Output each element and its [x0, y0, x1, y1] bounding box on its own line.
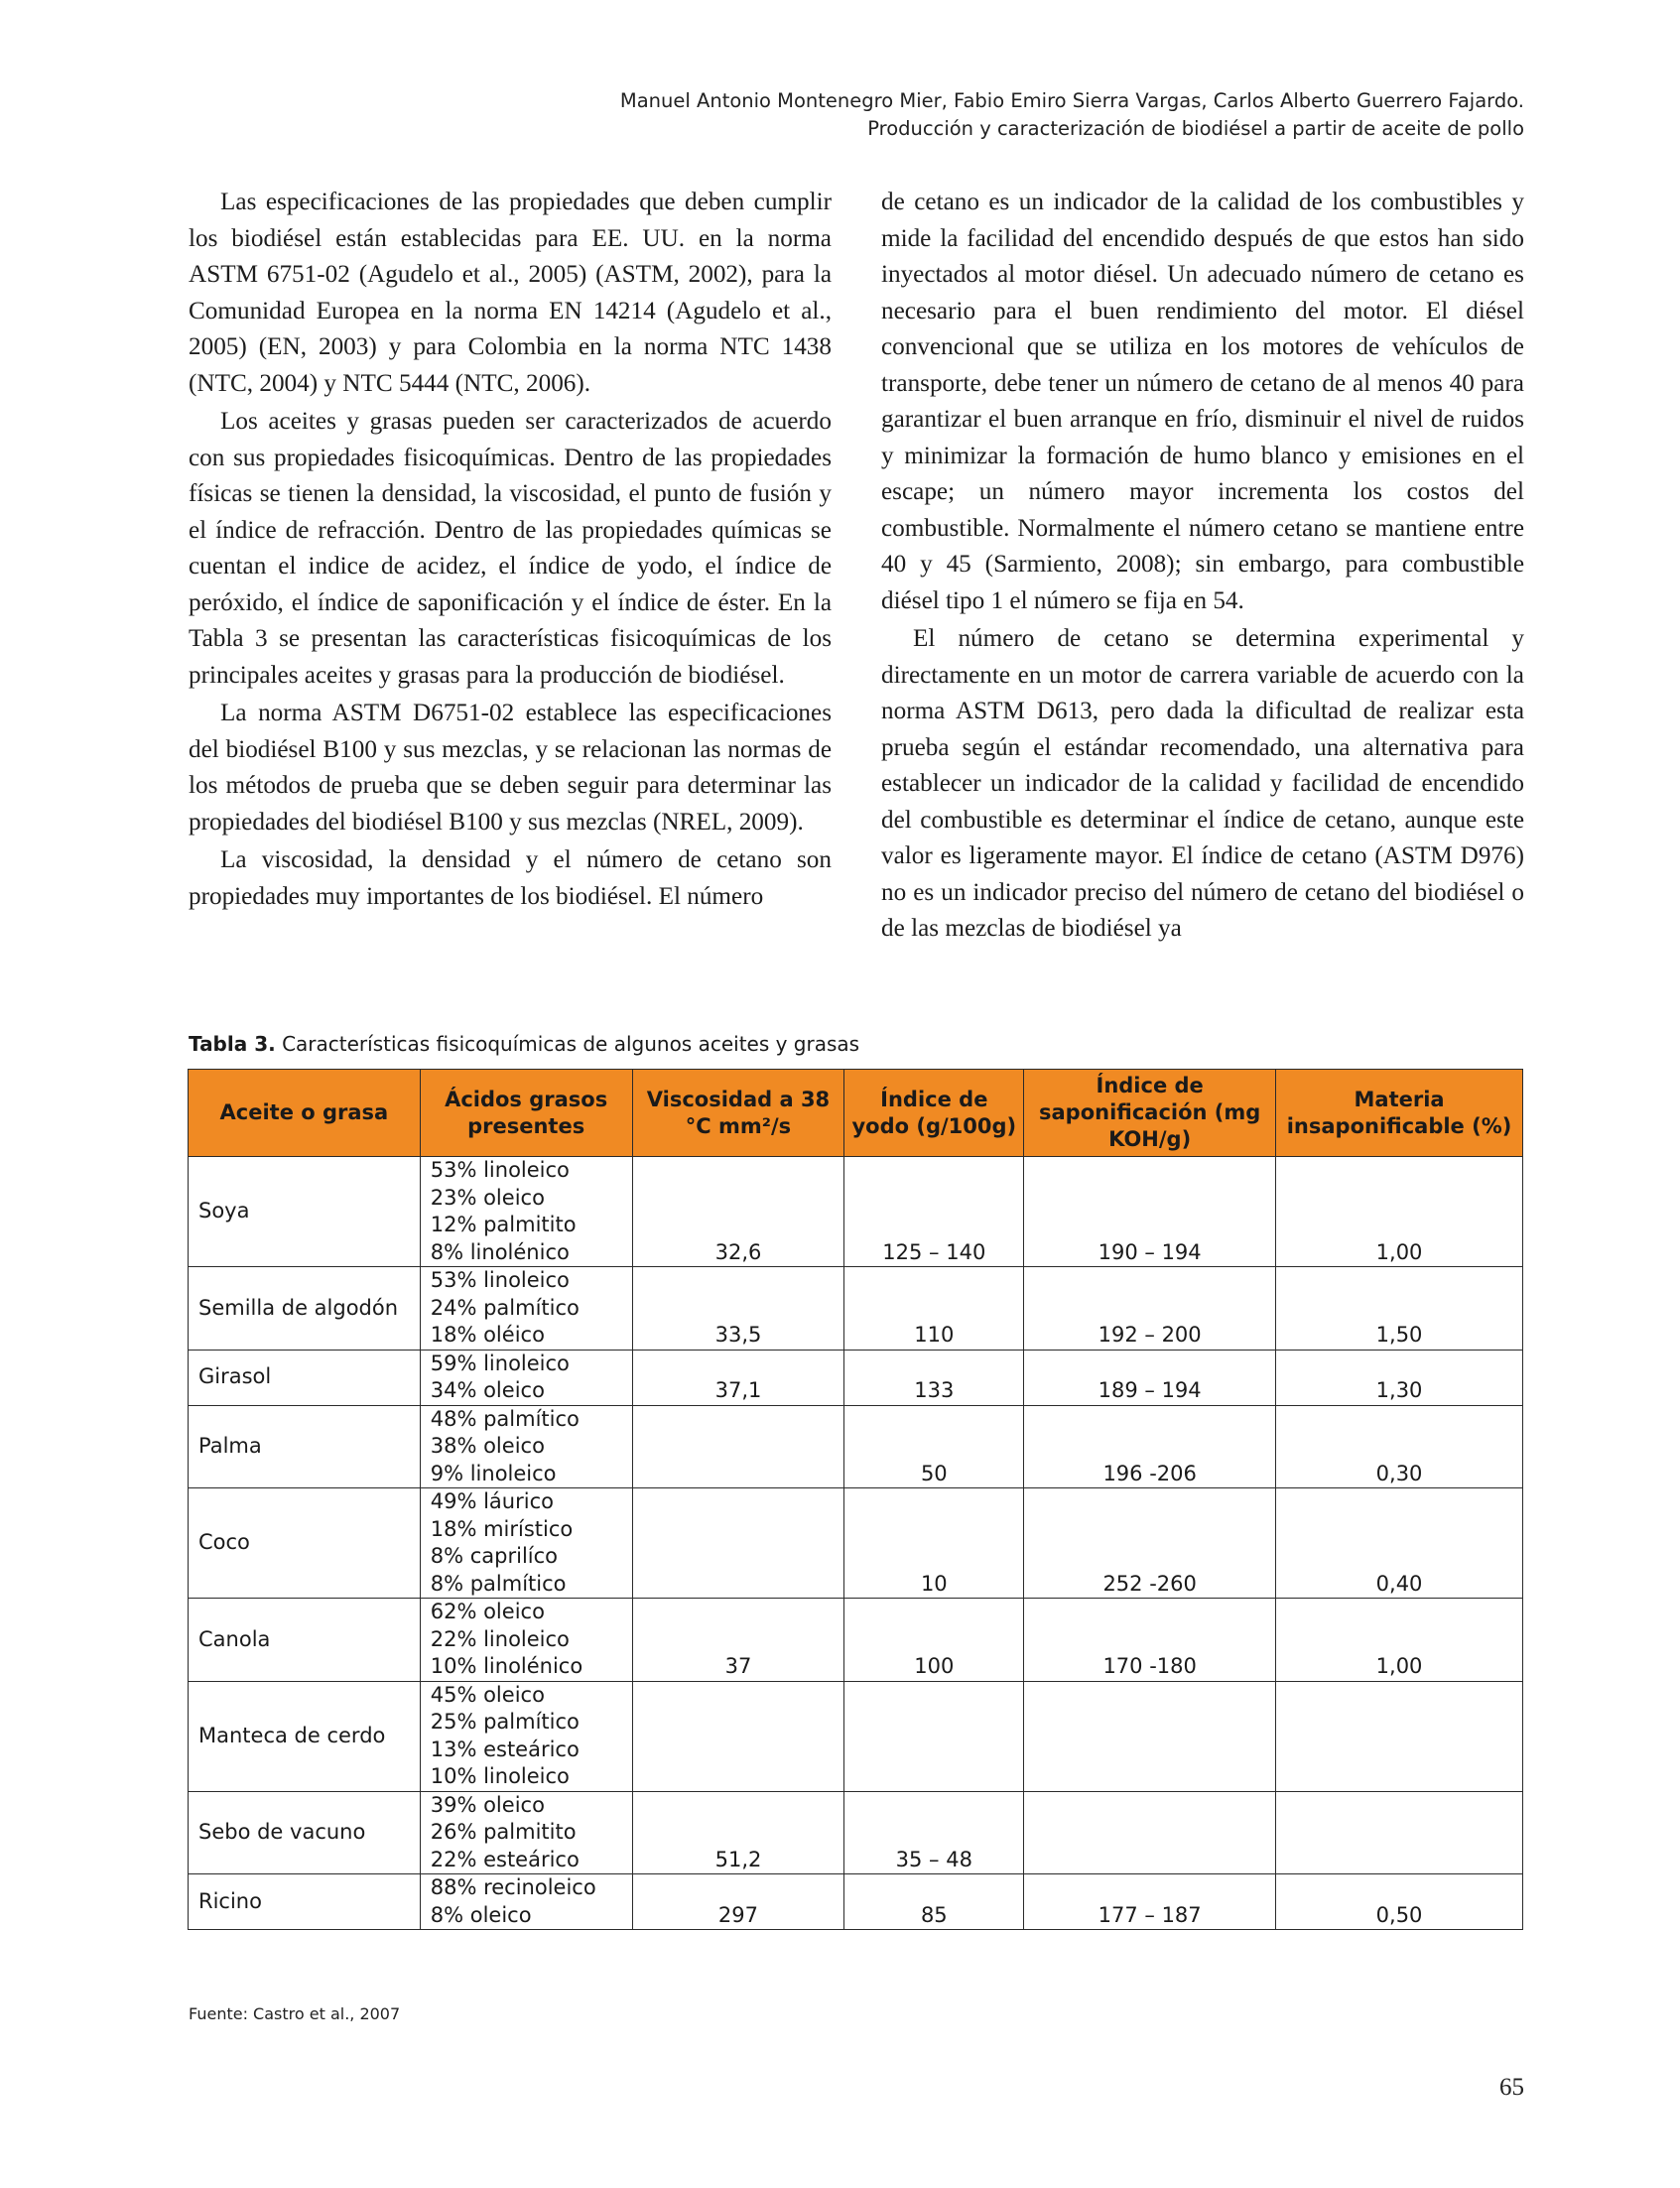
saponification-cell	[1024, 1681, 1276, 1791]
fatty-acid-line: 13% esteárico	[430, 1737, 580, 1761]
table-row	[189, 1681, 1523, 1791]
iodine-cell	[844, 1681, 1024, 1791]
fatty-acid-line: 53% linoleico	[430, 1158, 570, 1182]
fatty-acids-cell	[420, 1681, 632, 1791]
fatty-acid-line: 22% esteárico	[430, 1847, 580, 1871]
properties-table	[188, 1069, 1523, 1930]
header-unsaponifiable: Materia insaponificable (%)	[1276, 1070, 1523, 1157]
oil-name-cell: Ricino	[189, 1874, 421, 1930]
fatty-acid-line: 10% linolénico	[430, 1654, 583, 1678]
viscosity-cell	[632, 1681, 844, 1791]
fatty-acids-cell	[420, 1350, 632, 1405]
fatty-acid-line: 8% palmítico	[430, 1571, 567, 1596]
viscosity-cell: 37,1	[632, 1350, 844, 1405]
oil-name-cell: Sebo de vacuno	[189, 1791, 421, 1874]
table-caption	[189, 1032, 859, 1056]
fatty-acid-line: 8% caprilíco	[430, 1544, 559, 1568]
fatty-acid-line: 53% linoleico	[430, 1268, 570, 1292]
saponification-cell: 189 – 194	[1024, 1350, 1276, 1405]
table-row	[189, 1791, 1523, 1874]
fatty-acid-line: 48% palmítico	[430, 1406, 580, 1431]
fatty-acid-line: 23% oleico	[430, 1185, 545, 1210]
table-header-row	[189, 1070, 1523, 1157]
fatty-acid-line: 26% palmitito	[430, 1820, 577, 1844]
oil-name-cell: Canola	[189, 1599, 421, 1682]
header-oil: Aceite o grasa	[189, 1070, 421, 1157]
fatty-acids-cell	[420, 1488, 632, 1599]
fatty-acids-cell	[420, 1791, 632, 1874]
paragraph: Las especificaciones de las propiedades que deben cumplir los biodiésel están establecidas para EE. UU. en la norma ASTM 6751-02 (Agudelo et al., 2005) (ASTM, 2002), para la Comunidad Europea en la norma EN 14214 (Agudelo et al., 2005) (EN, 2003) y para Colombia en la norma NTC 1438 (NTC, 2004) y NTC 5444 (NTC, 2006).	[189, 189, 832, 397]
oil-name-cell: Coco	[189, 1488, 421, 1599]
fatty-acid-line: 45% oleico	[430, 1682, 545, 1707]
paragraph: El número de cetano se determina experimental y directamente en un motor de carrera variable de acuerdo con la norma ASTM D613, pero dada la dificultad de realizar esta prueba según el estándar recomendado, una alternativa para establecer un indicador de la calidad y facilidad de encendido del combustible es determinar el índice de cetano, aunque este valor es ligeramente mayor. El índice de cetano (ASTM D976) no es un indicador preciso del número de cetano del biodiésel o de las mezclas de biodiésel ya	[881, 625, 1524, 942]
unsaponifiable-cell: 0,30	[1276, 1405, 1523, 1488]
oil-name-cell: Girasol	[189, 1350, 421, 1405]
viscosity-cell: 37	[632, 1599, 844, 1682]
fatty-acid-line: 8% oleico	[430, 1902, 532, 1927]
table-row	[189, 1350, 1523, 1405]
fatty-acid-line: 49% láurico	[430, 1489, 554, 1513]
fatty-acid-line: 88% recinoleico	[430, 1875, 596, 1899]
body-text	[189, 185, 1524, 978]
paragraph: Los aceites y grasas pueden ser caracterizados de acuerdo con sus propiedades fisicoquímicas. Dentro de las propiedades físicas se tienen la densidad, la viscosidad, el punto de fusión y el índice de refracción. Dentro de las propiedades químicas se cuentan el indice de acidez, el índice de yodo, el índice de peróxido, el índice de saponificación y el índice de éster. En la Tabla 3 se presentan las características fisicoquímicas de los principales aceites y grasas para la producción de biodiésel.	[189, 408, 832, 689]
fatty-acids-cell	[420, 1405, 632, 1488]
viscosity-cell	[632, 1488, 844, 1599]
fatty-acid-line: 24% palmítico	[430, 1295, 580, 1320]
saponification-cell: 177 – 187	[1024, 1874, 1276, 1930]
oil-name-cell: Soya	[189, 1157, 421, 1267]
right-column	[881, 185, 1524, 950]
viscosity-cell: 33,5	[632, 1267, 844, 1351]
fatty-acid-line: 34% oleico	[430, 1378, 545, 1402]
iodine-cell: 133	[844, 1350, 1024, 1405]
iodine-cell: 10	[844, 1488, 1024, 1599]
iodine-cell: 110	[844, 1267, 1024, 1351]
saponification-cell: 192 – 200	[1024, 1267, 1276, 1351]
fatty-acid-line: 38% oleico	[430, 1434, 545, 1458]
oil-name-cell: Manteca de cerdo	[189, 1681, 421, 1791]
unsaponifiable-cell	[1276, 1681, 1523, 1791]
unsaponifiable-cell	[1276, 1791, 1523, 1874]
saponification-cell: 190 – 194	[1024, 1157, 1276, 1267]
unsaponifiable-cell: 0,50	[1276, 1874, 1523, 1930]
fatty-acid-line: 25% palmítico	[430, 1710, 580, 1734]
table-row	[189, 1405, 1523, 1488]
iodine-cell: 125 – 140	[844, 1157, 1024, 1267]
fatty-acid-line: 18% mirístico	[430, 1516, 574, 1541]
fatty-acid-line: 22% linoleico	[430, 1626, 570, 1651]
fatty-acids-cell	[420, 1267, 632, 1351]
header-title: Producción y caracterización de biodiésel a partir de aceite de pollo	[867, 117, 1524, 140]
oil-name-cell: Palma	[189, 1405, 421, 1488]
iodine-cell: 35 – 48	[844, 1791, 1024, 1874]
table-row	[189, 1599, 1523, 1682]
page-number: 65	[1499, 2074, 1524, 2101]
viscosity-cell: 297	[632, 1874, 844, 1930]
paragraph: de cetano es un indicador de la calidad de los combustibles y mide la facilidad del encendido después de que estos han sido inyectados al motor diésel. Un adecuado número de cetano es necesario para el buen rendimiento del motor. El diésel convencional que se utiliza en los motores de vehículos de transporte, debe tener un número de cetano de al menos 40 para garantizar el buen arranque en frío, disminuir el nivel de ruidos y minimizar la formación de humo blanco y emisiones en el escape; un número mayor incrementa los costos del combustible. Normalmente el número cetano se mantiene entre 40 y 45 (Sarmiento, 2008); sin embargo, para combustible diésel tipo 1 el número se fija en 54.	[881, 189, 1524, 614]
fatty-acid-line: 62% oleico	[430, 1600, 545, 1623]
table-caption-text: Características fisicoquímicas de algunos aceites y grasas	[275, 1032, 860, 1056]
paragraph: La norma ASTM D6751-02 establece las especificaciones del biodiésel B100 y sus mezclas, y se relacionan las normas de los métodos de prueba que se deben seguir para determinar las propiedades del biodiésel B100 y sus mezclas (NREL, 2009).	[189, 700, 832, 836]
table-row	[189, 1267, 1523, 1351]
table-row	[189, 1157, 1523, 1267]
unsaponifiable-cell: 1,30	[1276, 1350, 1523, 1405]
viscosity-cell: 32,6	[632, 1157, 844, 1267]
running-header	[620, 87, 1524, 143]
viscosity-cell	[632, 1405, 844, 1488]
fatty-acid-line: 39% oleico	[430, 1792, 545, 1817]
table-caption-label: Tabla 3.	[189, 1032, 276, 1056]
fatty-acid-line: 59% linoleico	[430, 1351, 570, 1375]
header-authors: Manuel Antonio Montenegro Mier, Fabio Emiro Sierra Vargas, Carlos Alberto Guerrero Fajardo.	[619, 89, 1524, 112]
fatty-acids-cell	[420, 1599, 632, 1682]
header-iodine: Índice de yodo (g/100g)	[844, 1070, 1024, 1157]
paragraph: La viscosidad, la densidad y el número de cetano son propiedades muy importantes de los biodiésel. El número	[189, 846, 832, 910]
viscosity-cell: 51,2	[632, 1791, 844, 1874]
left-column	[189, 185, 832, 917]
iodine-cell: 50	[844, 1405, 1024, 1488]
saponification-cell	[1024, 1791, 1276, 1874]
unsaponifiable-cell: 1,00	[1276, 1599, 1523, 1682]
fatty-acid-line: 9% linoleico	[430, 1461, 557, 1485]
oil-name-cell: Semilla de algodón	[189, 1267, 421, 1351]
header-fatty-acids: Ácidos grasos presentes	[420, 1070, 632, 1157]
iodine-cell: 100	[844, 1599, 1024, 1682]
table-row	[189, 1874, 1523, 1930]
fatty-acid-line: 18% oléico	[430, 1323, 545, 1347]
saponification-cell: 170 -180	[1024, 1599, 1276, 1682]
saponification-cell: 196 -206	[1024, 1405, 1276, 1488]
unsaponifiable-cell: 1,50	[1276, 1267, 1523, 1351]
table-row	[189, 1488, 1523, 1599]
header-viscosity: Viscosidad a 38 °C mm²/s	[632, 1070, 844, 1157]
unsaponifiable-cell: 1,00	[1276, 1157, 1523, 1267]
fatty-acid-line: 12% palmitito	[430, 1213, 577, 1236]
fatty-acid-line: 8% linolénico	[430, 1239, 570, 1264]
table-source: Fuente: Castro et al., 2007	[189, 2004, 401, 2023]
header-saponification: Índice de saponificación (mg KOH/g)	[1024, 1070, 1276, 1157]
iodine-cell: 85	[844, 1874, 1024, 1930]
fatty-acid-line: 10% linoleico	[430, 1764, 570, 1788]
saponification-cell: 252 -260	[1024, 1488, 1276, 1599]
fatty-acids-cell	[420, 1157, 632, 1267]
unsaponifiable-cell: 0,40	[1276, 1488, 1523, 1599]
fatty-acids-cell	[420, 1874, 632, 1930]
